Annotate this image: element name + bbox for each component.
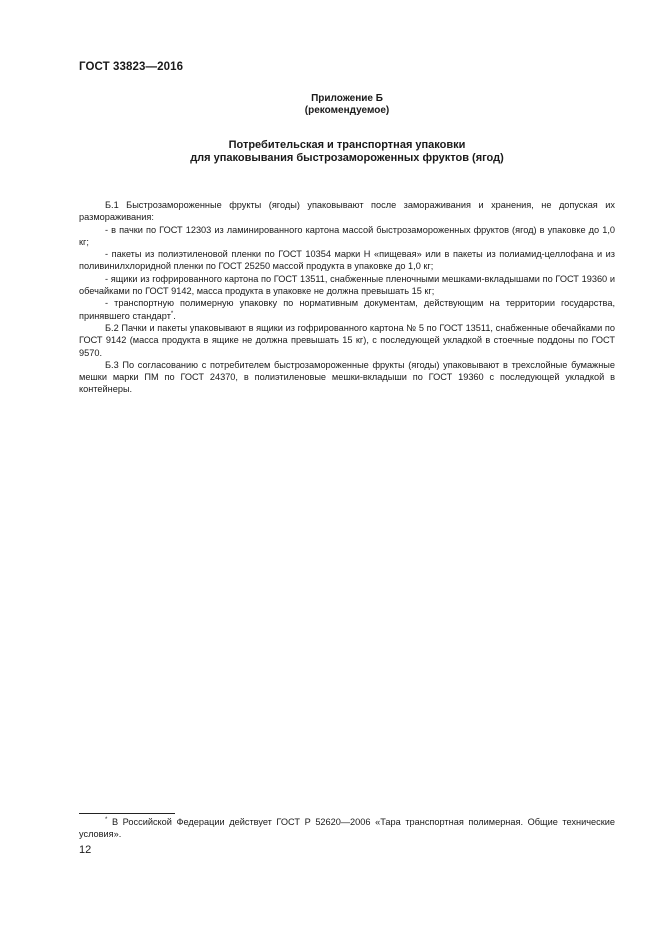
list-item-polymer-end: . — [173, 310, 176, 321]
section-title-line1: Потребительская и транспортная упаковки — [228, 139, 466, 151]
paragraph-b1: Б.1 Быстрозамороженные фрукты (ягоды) упаковывают после замораживания и хранения, не допуская их размораживания: — [79, 200, 615, 223]
footnote-reference: * — [170, 310, 174, 317]
footnote-divider — [79, 813, 175, 814]
document-code: ГОСТ 33823—2016 — [79, 61, 184, 73]
page-number: 12 — [79, 844, 92, 856]
list-item-polymer-packaging — [79, 297, 615, 322]
appendix-title: Приложение Б — [311, 93, 383, 104]
footnote-mark: * — [105, 816, 108, 823]
footnote — [79, 816, 615, 841]
list-item-film-bags: - пакеты из полиэтиленовой пленки по ГОСТ 10354 марки Н «пищевая» или в пакеты из полиамид-целлофана и из поливинилхлоридной пленки по ГОСТ 25250 массой продукта в упаковке до 1,0 кг; — [79, 249, 615, 272]
appendix-heading — [79, 93, 615, 117]
paragraph-b3: Б.3 По согласованию с потребителем быстрозамороженные фрукты (ягоды) упаковывают в трехслойные бумажные мешки марки ПМ по ГОСТ 24370, в полиэтиленовые мешки-вкладыши по ГОСТ 19360 с последующей укладкой в контейнеры. — [79, 359, 615, 395]
list-item-cardboard-packs: - в пачки по ГОСТ 12303 из ламинированного картона массой быстрозамороженных фруктов (ягод) в упаковке до 1,0 кг; — [79, 224, 615, 247]
body-text — [79, 199, 615, 396]
section-title-line2: для упаковывания быстрозамороженных фруктов (ягод) — [190, 152, 504, 164]
list-item-corrugated-boxes: - ящики из гофрированного картона по ГОСТ 13511, снабженные пленочными мешками-вкладышами по ГОСТ 19360 и обечайками по ГОСТ 9142, масса продукта в упаковке не должна превышать 15 кг; — [79, 273, 615, 297]
section-title — [79, 139, 615, 165]
appendix-status: (рекомендуемое) — [304, 105, 390, 116]
paragraph-b2: Б.2 Пачки и пакеты упаковывают в ящики из гофрированного картона № 5 по ГОСТ 13511, снабженные обечайками по ГОСТ 9142 (масса продукта в ящике не должна превышать 15 кг), с последующей укладкой в стоечные поддоны по ГОСТ 9570. — [79, 322, 615, 358]
footnote-text: В Российской Федерации действует ГОСТ Р 52620—2006 «Тара транспортная полимерная. Общие технические условия». — [79, 817, 615, 840]
list-item-polymer-text: - транспортную полимерную упаковку по нормативным документам, действующим на территории государства, принявшего стандарт — [79, 298, 615, 321]
